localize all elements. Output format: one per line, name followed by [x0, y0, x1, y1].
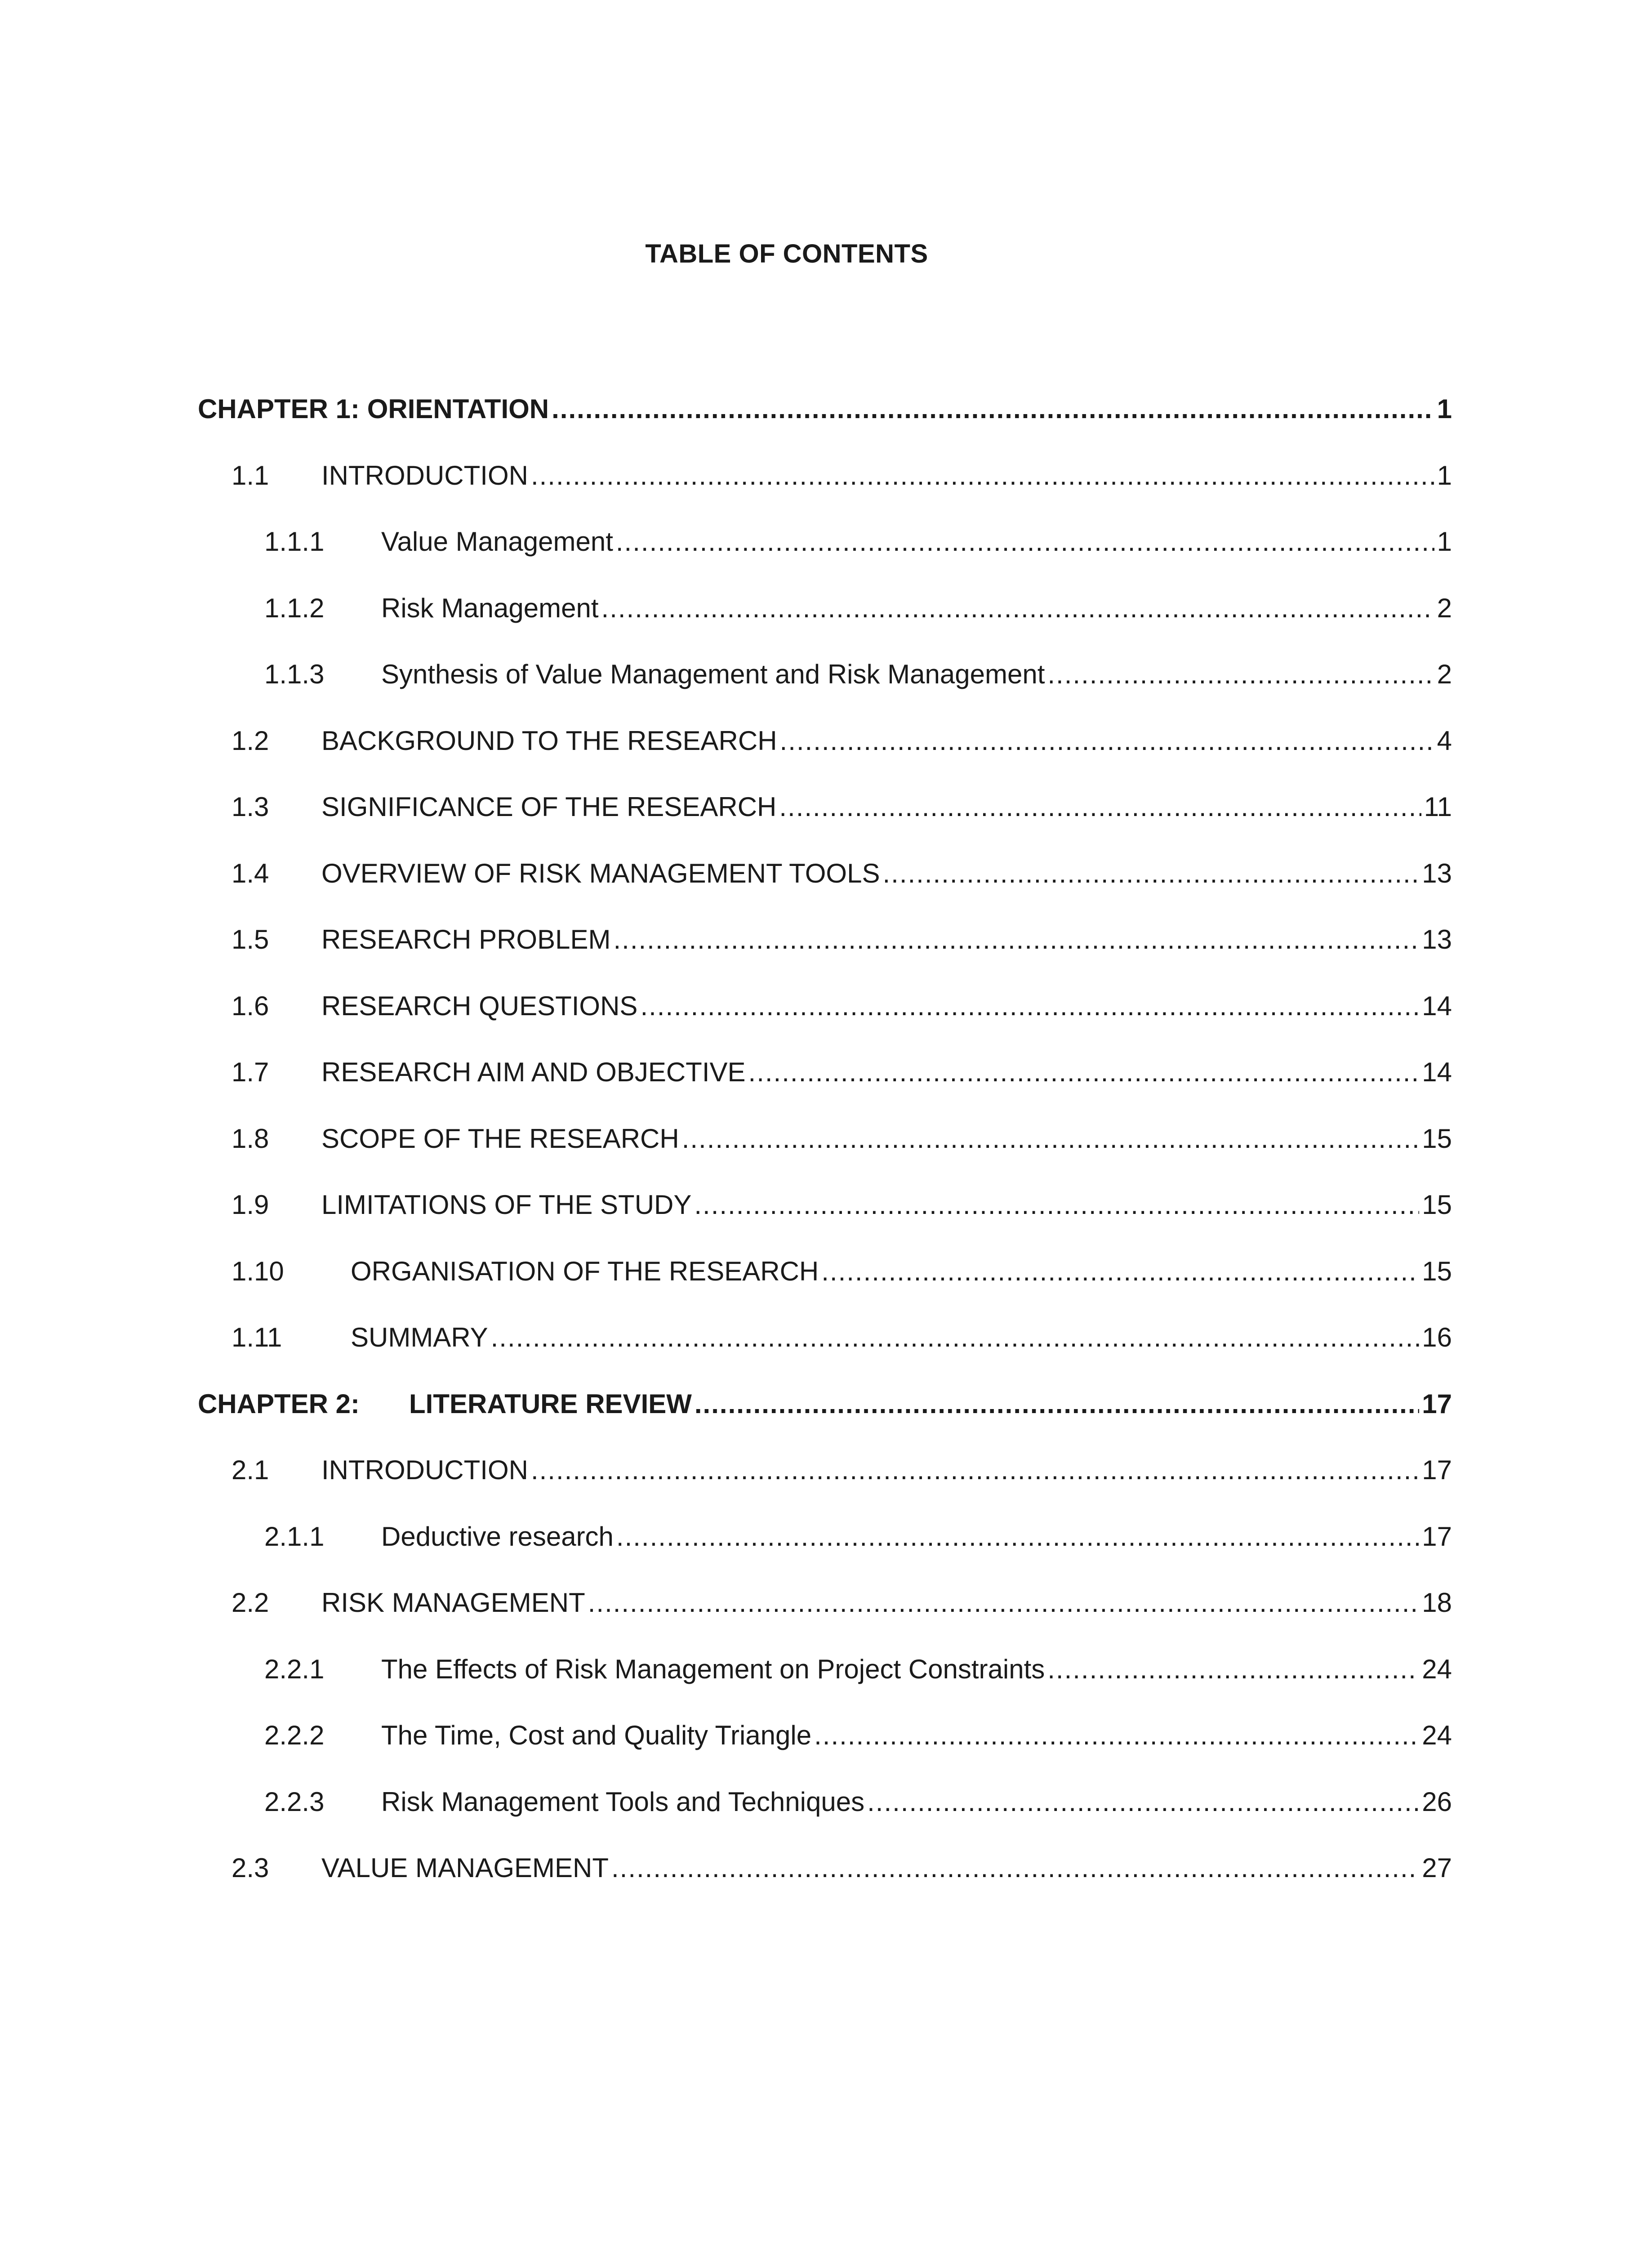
toc-entry[interactable] [232, 1320, 1452, 1356]
toc-entry-page-number: 11 [1424, 792, 1452, 822]
toc-entry[interactable] [232, 1585, 1452, 1621]
toc-entry-title: LIMITATIONS OF THE STUDY [321, 1190, 692, 1220]
toc-entry[interactable] [232, 988, 1452, 1024]
toc-dot-leader [616, 524, 1434, 560]
toc-entry[interactable] [232, 1187, 1452, 1223]
toc-entry-title: Synthesis of Value Management and Risk Management [381, 659, 1045, 689]
toc-entry-number: CHAPTER 2: [198, 1388, 360, 1419]
toc-entry-title: CHAPTER 1: ORIENTATION [198, 394, 549, 424]
toc-entry-title: OVERVIEW OF RISK MANAGEMENT TOOLS [321, 858, 880, 888]
toc-dot-leader [1047, 656, 1434, 692]
toc-entry-number: 2.2.3 [264, 1786, 325, 1817]
toc-entry[interactable] [232, 922, 1452, 958]
toc-entry-page-number: 15 [1422, 1190, 1452, 1220]
toc-entry-page-number: 26 [1422, 1786, 1452, 1817]
toc-entry[interactable] [264, 1519, 1452, 1555]
toc-dot-leader [814, 1717, 1419, 1753]
toc-entry[interactable] [232, 1452, 1452, 1488]
toc-entry[interactable] [264, 656, 1452, 692]
toc-entry[interactable] [232, 1850, 1452, 1886]
toc-entry-title: BACKGROUND TO THE RESEARCH [321, 725, 777, 756]
toc-entry-title: The Effects of Risk Management on Project Constraints [381, 1654, 1045, 1684]
toc-entry-title: INTRODUCTION [321, 1455, 528, 1485]
toc-entry[interactable] [232, 458, 1452, 494]
page-title: TABLE OF CONTENTS [645, 239, 928, 268]
toc-entry-title: RESEARCH PROBLEM [321, 924, 611, 955]
toc-entry-title: SCOPE OF THE RESEARCH [321, 1123, 679, 1154]
toc-entry-page-number: 1 [1437, 394, 1452, 424]
toc-entry-page-number: 17 [1422, 1388, 1452, 1419]
toc-entry[interactable] [232, 1253, 1452, 1289]
toc-entry-page-number: 17 [1422, 1521, 1452, 1552]
toc-dot-leader [882, 856, 1419, 892]
toc-entry-title: VALUE MANAGEMENT [321, 1853, 609, 1883]
toc-entry-title: INTRODUCTION [321, 460, 528, 491]
toc-entry-page-number: 14 [1422, 1057, 1452, 1087]
toc-entry-number: 1.8 [232, 1123, 269, 1154]
toc-entry-number: 1.1.3 [264, 659, 325, 689]
toc-entry-number: 1.2 [232, 725, 269, 756]
toc-dot-leader [748, 1054, 1420, 1090]
toc-entry-number: 1.7 [232, 1057, 269, 1087]
toc-entry-number: 2.2.1 [264, 1654, 325, 1684]
toc-entry-title: Risk Management Tools and Techniques [381, 1786, 865, 1817]
toc-entry-page-number: 15 [1422, 1256, 1452, 1286]
toc-entry-page-number: 1 [1437, 460, 1452, 491]
toc-entry-title: RESEARCH AIM AND OBJECTIVE [321, 1057, 746, 1087]
toc-dot-leader [491, 1320, 1420, 1356]
toc-entry[interactable] [198, 391, 1452, 427]
toc-entry-title: SUMMARY [351, 1322, 488, 1352]
toc-entry-title: LITERATURE REVIEW [409, 1388, 692, 1419]
toc-entry-number: 2.1 [232, 1455, 269, 1485]
toc-entry-page-number: 27 [1422, 1853, 1452, 1883]
toc-dot-leader [867, 1784, 1419, 1820]
toc-entry[interactable] [232, 1121, 1452, 1157]
toc-entry-page-number: 14 [1422, 990, 1452, 1021]
toc-dot-leader [779, 789, 1421, 825]
toc-entry-number: 1.10 [232, 1256, 284, 1286]
toc-dot-leader [601, 590, 1434, 626]
toc-entry-title: Deductive research [381, 1521, 614, 1552]
toc-dot-leader [531, 458, 1434, 494]
toc-entry-title: RISK MANAGEMENT [321, 1588, 585, 1618]
toc-entry-number: 2.2 [232, 1588, 269, 1618]
toc-dot-leader [611, 1850, 1419, 1886]
toc-entry-number: 2.2.2 [264, 1720, 325, 1750]
toc-entry-title: RESEARCH QUESTIONS [321, 990, 638, 1021]
toc-entry-number: 1.1.2 [264, 593, 325, 623]
toc-entry-title: SIGNIFICANCE OF THE RESEARCH [321, 792, 777, 822]
toc-entry-page-number: 13 [1422, 924, 1452, 955]
toc-dot-leader [1047, 1651, 1419, 1687]
toc-entry[interactable] [232, 856, 1452, 892]
toc-entry-number: 1.9 [232, 1190, 269, 1220]
toc-dot-leader [695, 1386, 1419, 1422]
toc-dot-leader [588, 1585, 1420, 1621]
toc-entry-page-number: 2 [1437, 593, 1452, 623]
toc-dot-leader [552, 391, 1434, 427]
toc-entry-number: 2.1.1 [264, 1521, 325, 1552]
toc-entry-page-number: 13 [1422, 858, 1452, 888]
toc-entry-page-number: 15 [1422, 1123, 1452, 1154]
toc-dot-leader [531, 1452, 1419, 1488]
toc-entry-number: 1.1 [232, 460, 269, 491]
toc-entry-page-number: 18 [1422, 1588, 1452, 1618]
toc-entry[interactable] [232, 1054, 1452, 1090]
toc-dot-leader [780, 723, 1434, 759]
toc-entry[interactable] [264, 1717, 1452, 1753]
toc-entry-page-number: 2 [1437, 659, 1452, 689]
toc-entry-number: 1.11 [232, 1322, 282, 1352]
toc-entry-number: 1.4 [232, 858, 269, 888]
toc-entry-number: 1.1.1 [264, 526, 325, 557]
toc-dot-leader [640, 988, 1419, 1024]
toc-dot-leader [682, 1121, 1420, 1157]
toc-dot-leader [616, 1519, 1419, 1555]
toc-entry[interactable] [264, 590, 1452, 626]
toc-entry-title: Risk Management [381, 593, 599, 623]
toc-entry-page-number: 4 [1437, 725, 1452, 756]
toc-entry[interactable] [264, 1651, 1452, 1687]
toc-entry-page-number: 1 [1437, 526, 1452, 557]
toc-entry-title: Value Management [381, 526, 613, 557]
toc-dot-leader [613, 922, 1419, 958]
toc-entry[interactable] [232, 789, 1452, 825]
toc-dot-leader [694, 1187, 1419, 1223]
toc-entry[interactable] [232, 723, 1452, 759]
toc-entry-number: 1.5 [232, 924, 269, 955]
toc-entry-number: 2.3 [232, 1853, 269, 1883]
toc-entry[interactable] [264, 1784, 1452, 1820]
toc-entry-page-number: 24 [1422, 1654, 1452, 1684]
toc-entry-title: ORGANISATION OF THE RESEARCH [351, 1256, 819, 1286]
toc-entry-page-number: 24 [1422, 1720, 1452, 1750]
toc-entry[interactable] [198, 1386, 1452, 1422]
toc-entry[interactable] [264, 524, 1452, 560]
toc-entry-number: 1.6 [232, 990, 269, 1021]
toc-entry-number: 1.3 [232, 792, 269, 822]
toc-entry-title: The Time, Cost and Quality Triangle [381, 1720, 812, 1750]
toc-entry-page-number: 16 [1422, 1322, 1452, 1352]
toc-entry-page-number: 17 [1422, 1455, 1452, 1485]
toc-dot-leader [821, 1253, 1419, 1289]
